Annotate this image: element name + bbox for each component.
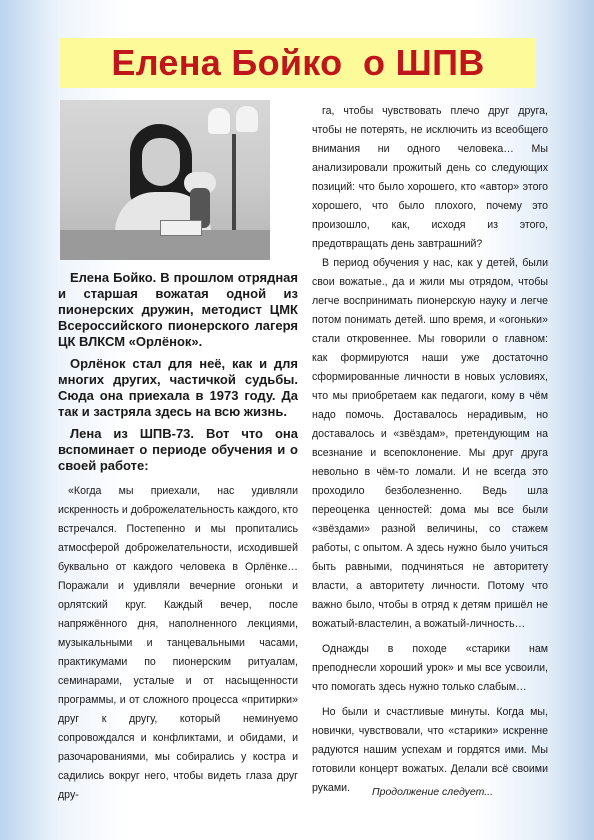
continued-note: Продолжение следует... [372, 786, 493, 798]
body-paragraph-4: Но были и счастливые минуты. Когда мы, новички, чувствовали, что «старики» искренне радуются нашим успехам и гордятся ими. Мы готовили концерт вожатых. Делали всё своими руками. [312, 706, 548, 794]
page-title: Елена Бойко о ШПВ [111, 42, 485, 83]
lead-paragraph: Лена из ШПВ-73. Вот что она вспоминает о периоде обучения и о своей работе: [58, 426, 298, 473]
face [142, 138, 180, 186]
body-paragraph-3: Однажды в походе «старики нам преподнесли хороший урок» и мы все усвоили, что помогать здесь нужно только слабым… [312, 643, 548, 693]
lamp-shade [236, 106, 258, 132]
lamp-shade [208, 108, 230, 134]
left-column [58, 270, 298, 805]
lamp-pole [232, 134, 236, 234]
title-banner [60, 38, 536, 88]
body-paragraph-2: В период обучения у нас, как у детей, были свои вожатые., да и жили мы отрядом, чтобы легче воспринимать пионерскую науку и легче потом понимать детей. шпо время, и «огоньки» стали откровеннее. Мы говорили о главном: как формируются наши уже достаточно сформированные личности в новых условиях, что мы приобретаем как педагоги, кому в чём надо помочь. Доставалось нерадивым, но доставалось и «звёздам», претендующим на всезнание и всепоклонение. Мы друг друга невольно в чём-то ломали. И не всегда это проходило безболезненно. Ведь шла переоценка ценностей: дома мы все были «звёздами» разной величины, со стажем работы, с опытом. А здесь нужно было учиться быть равными, подчиняться не авторитету власти, а авторитету личности. Потому что важно было, чтобы в отряд к детям пришёл не вожатый-властелин, а вожатый-личность… [312, 257, 548, 630]
books [160, 220, 202, 236]
intro-paragraph: Елена Бойко. В прошлом отрядная и старшая вожатая одной из пионерских дружин, методист ЦМК Всероссийского пионерского лагеря ЦК ВЛКСМ «Орлёнок». [58, 270, 298, 349]
right-column [312, 102, 548, 798]
portrait-photo [60, 100, 270, 260]
bio-paragraph: Орлёнок стал для неё, как и для многих других, частичкой судьбы. Сюда она приехала в 1973 году. Да так и застряла здесь на всю жизнь. [58, 356, 298, 419]
body-paragraph-1: га, чтобы чувствовать плечо друг друга, чтобы не потерять, не исключить из всеобщего внимания ни одного человека… Мы анализировали прожитый день со следующих позиций: что было хорошего, кто «автор» этого хорошего, что было плохого, почему это произошло, как, исходя из этого, предотвращать день завтрашний? [312, 105, 548, 250]
quote-paragraph: «Когда мы приехали, нас удивляли искренность и доброжелательность каждого, кто встречался. Постепенно и мы пропитались атмосферой доброжелательности, исходившей буквально от каждого человека в Орлёнке… Поражали и удивляли вечерние огоньки и орлятский круг. Каждый вечер, после напряжённого дня, наполненного лекциями, музыкальными и танцевальными часами, практикумами по пионерским ритуалам, семинарами, усталые и от насыщенности программы, и от сложного процесса «притирки» друг к другу, который неминуемо сопровождался и конфликтами, и обидами, и разочарованиями, мы собирались у костра и садились вокруг него, чтобы видеть глаза друг дру- [58, 485, 299, 801]
